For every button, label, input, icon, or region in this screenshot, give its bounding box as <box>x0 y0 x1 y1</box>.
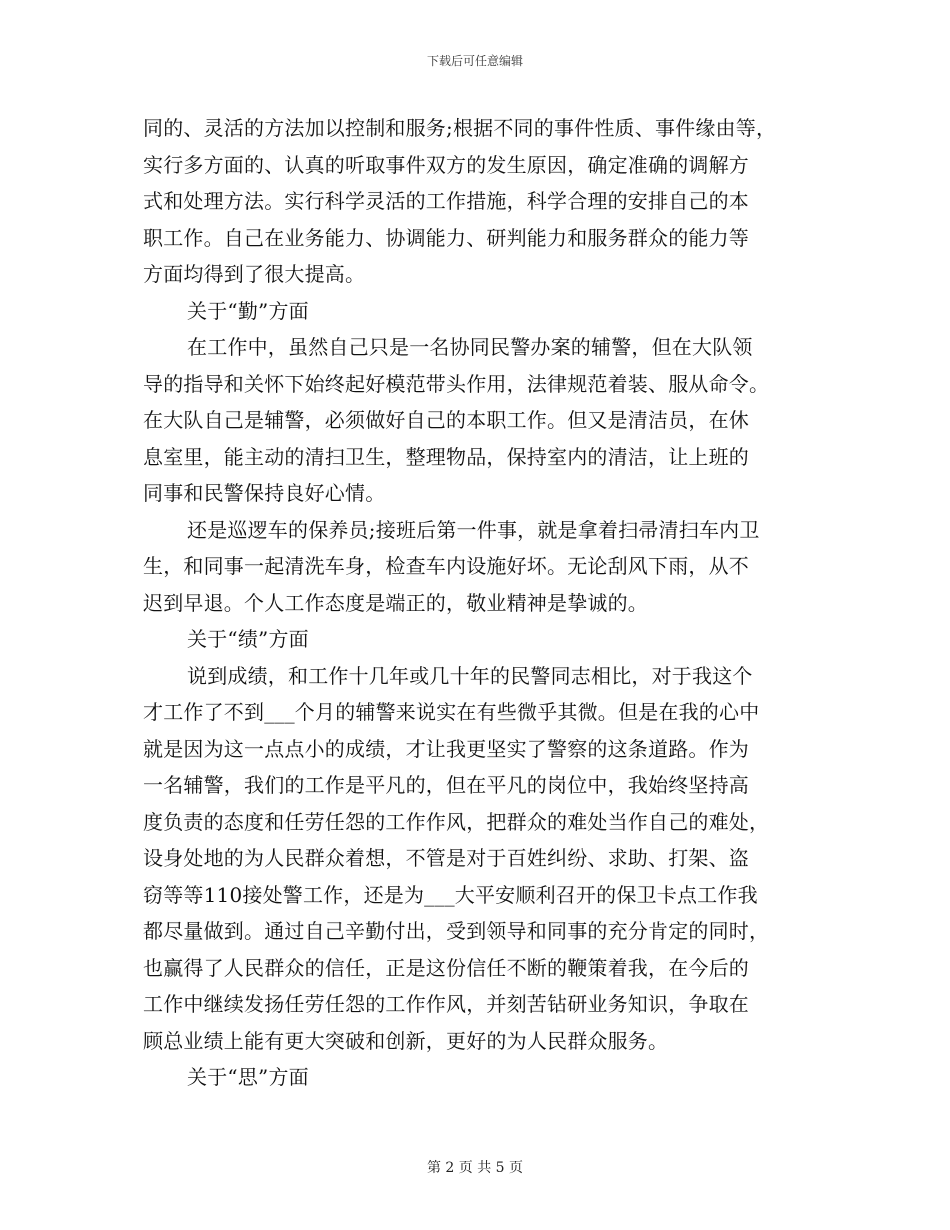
document-body <box>143 110 815 1096</box>
text-line: 都尽量做到。通过自己辛勤付出，受到领导和同事的充分肯定的同时， <box>143 919 770 943</box>
text-line: 实行多方面的、认真的听取事件双方的发生原因，确定准确的调解方 <box>143 152 749 177</box>
text-line: 息室里，能主动的清扫卫生，整理物品，保持室内的清洁，让上班的 <box>143 444 749 469</box>
text-line: 式和处理方法。实行科学灵活的工作措施，科学合理的安排自己的本 <box>143 189 749 213</box>
text-line: 顾总业绩上能有更大突破和创新，更好的为人民群众服务。 <box>143 1028 669 1053</box>
text-line: 关于“绩”方面 <box>187 627 309 651</box>
text-line: 关于“勤”方面 <box>187 298 309 323</box>
text-line: 就是因为这一点点小的成绩，才让我更坚实了警察的这条道路。作为 <box>143 736 749 761</box>
text-line: 工作中继续发扬任劳任怨的工作作风，并刻苦钻研业务知识，争取在 <box>143 992 749 1016</box>
text-line: 还是巡逻车的保养员;接班后第一件事，就是拿着扫帚清扫车内卫 <box>187 517 760 542</box>
text-line: 也赢得了人民群众的信任，正是这份信任不断的鞭策着我，在今后的 <box>143 955 749 980</box>
text-line: 同事和民警保持良好心情。 <box>143 481 386 505</box>
text-line: 窃等等110接处警工作，还是为___大平安顺利召开的保卫卡点工作我 <box>143 882 758 907</box>
text-line: 迟到早退。个人工作态度是端正的，敬业精神是挚诚的。 <box>143 590 648 615</box>
text-line: 生，和同事一起清洗车身，检查车内设施好坏。无论刮风下雨，从不 <box>143 554 749 578</box>
text-line: 说到成绩，和工作十几年或几十年的民警同志相比，对于我这个 <box>187 663 753 688</box>
text-line: 同的、灵活的方法加以控制和服务;根据不同的事件性质、事件缘由等， <box>143 116 777 140</box>
page-footer: 第 2 页 共 5 页 <box>426 1160 524 1176</box>
text-line: 导的指导和关怀下始终起好模范带头作用，法律规范着装、服从命令。 <box>143 371 770 396</box>
page-header: 下载后可任意编辑 <box>426 54 523 68</box>
text-line: 方面均得到了很大提高。 <box>143 262 366 286</box>
text-line: 一名辅警，我们的工作是平凡的，但在平凡的岗位中，我始终坚持高 <box>143 773 749 797</box>
text-line: 职工作。自己在业务能力、协调能力、研判能力和服务群众的能力等 <box>143 225 749 250</box>
text-line: 在工作中，虽然自己只是一名协同民警办案的辅警，但在大队领 <box>187 335 753 359</box>
text-line: 度负责的态度和任劳任怨的工作作风，把群众的难处当作自己的难处， <box>143 809 770 834</box>
text-line: 在大队自己是辅警，必须做好自己的本职工作。但又是清洁员，在休 <box>143 408 749 432</box>
text-line: 才工作了不到___个月的辅警来说实在有些微乎其微。但是在我的心中 <box>143 700 760 724</box>
text-line: 关于“思”方面 <box>187 1065 309 1089</box>
text-line: 设身处地的为人民群众着想，不管是对于百姓纠纷、求助、打架、盗 <box>143 846 749 870</box>
